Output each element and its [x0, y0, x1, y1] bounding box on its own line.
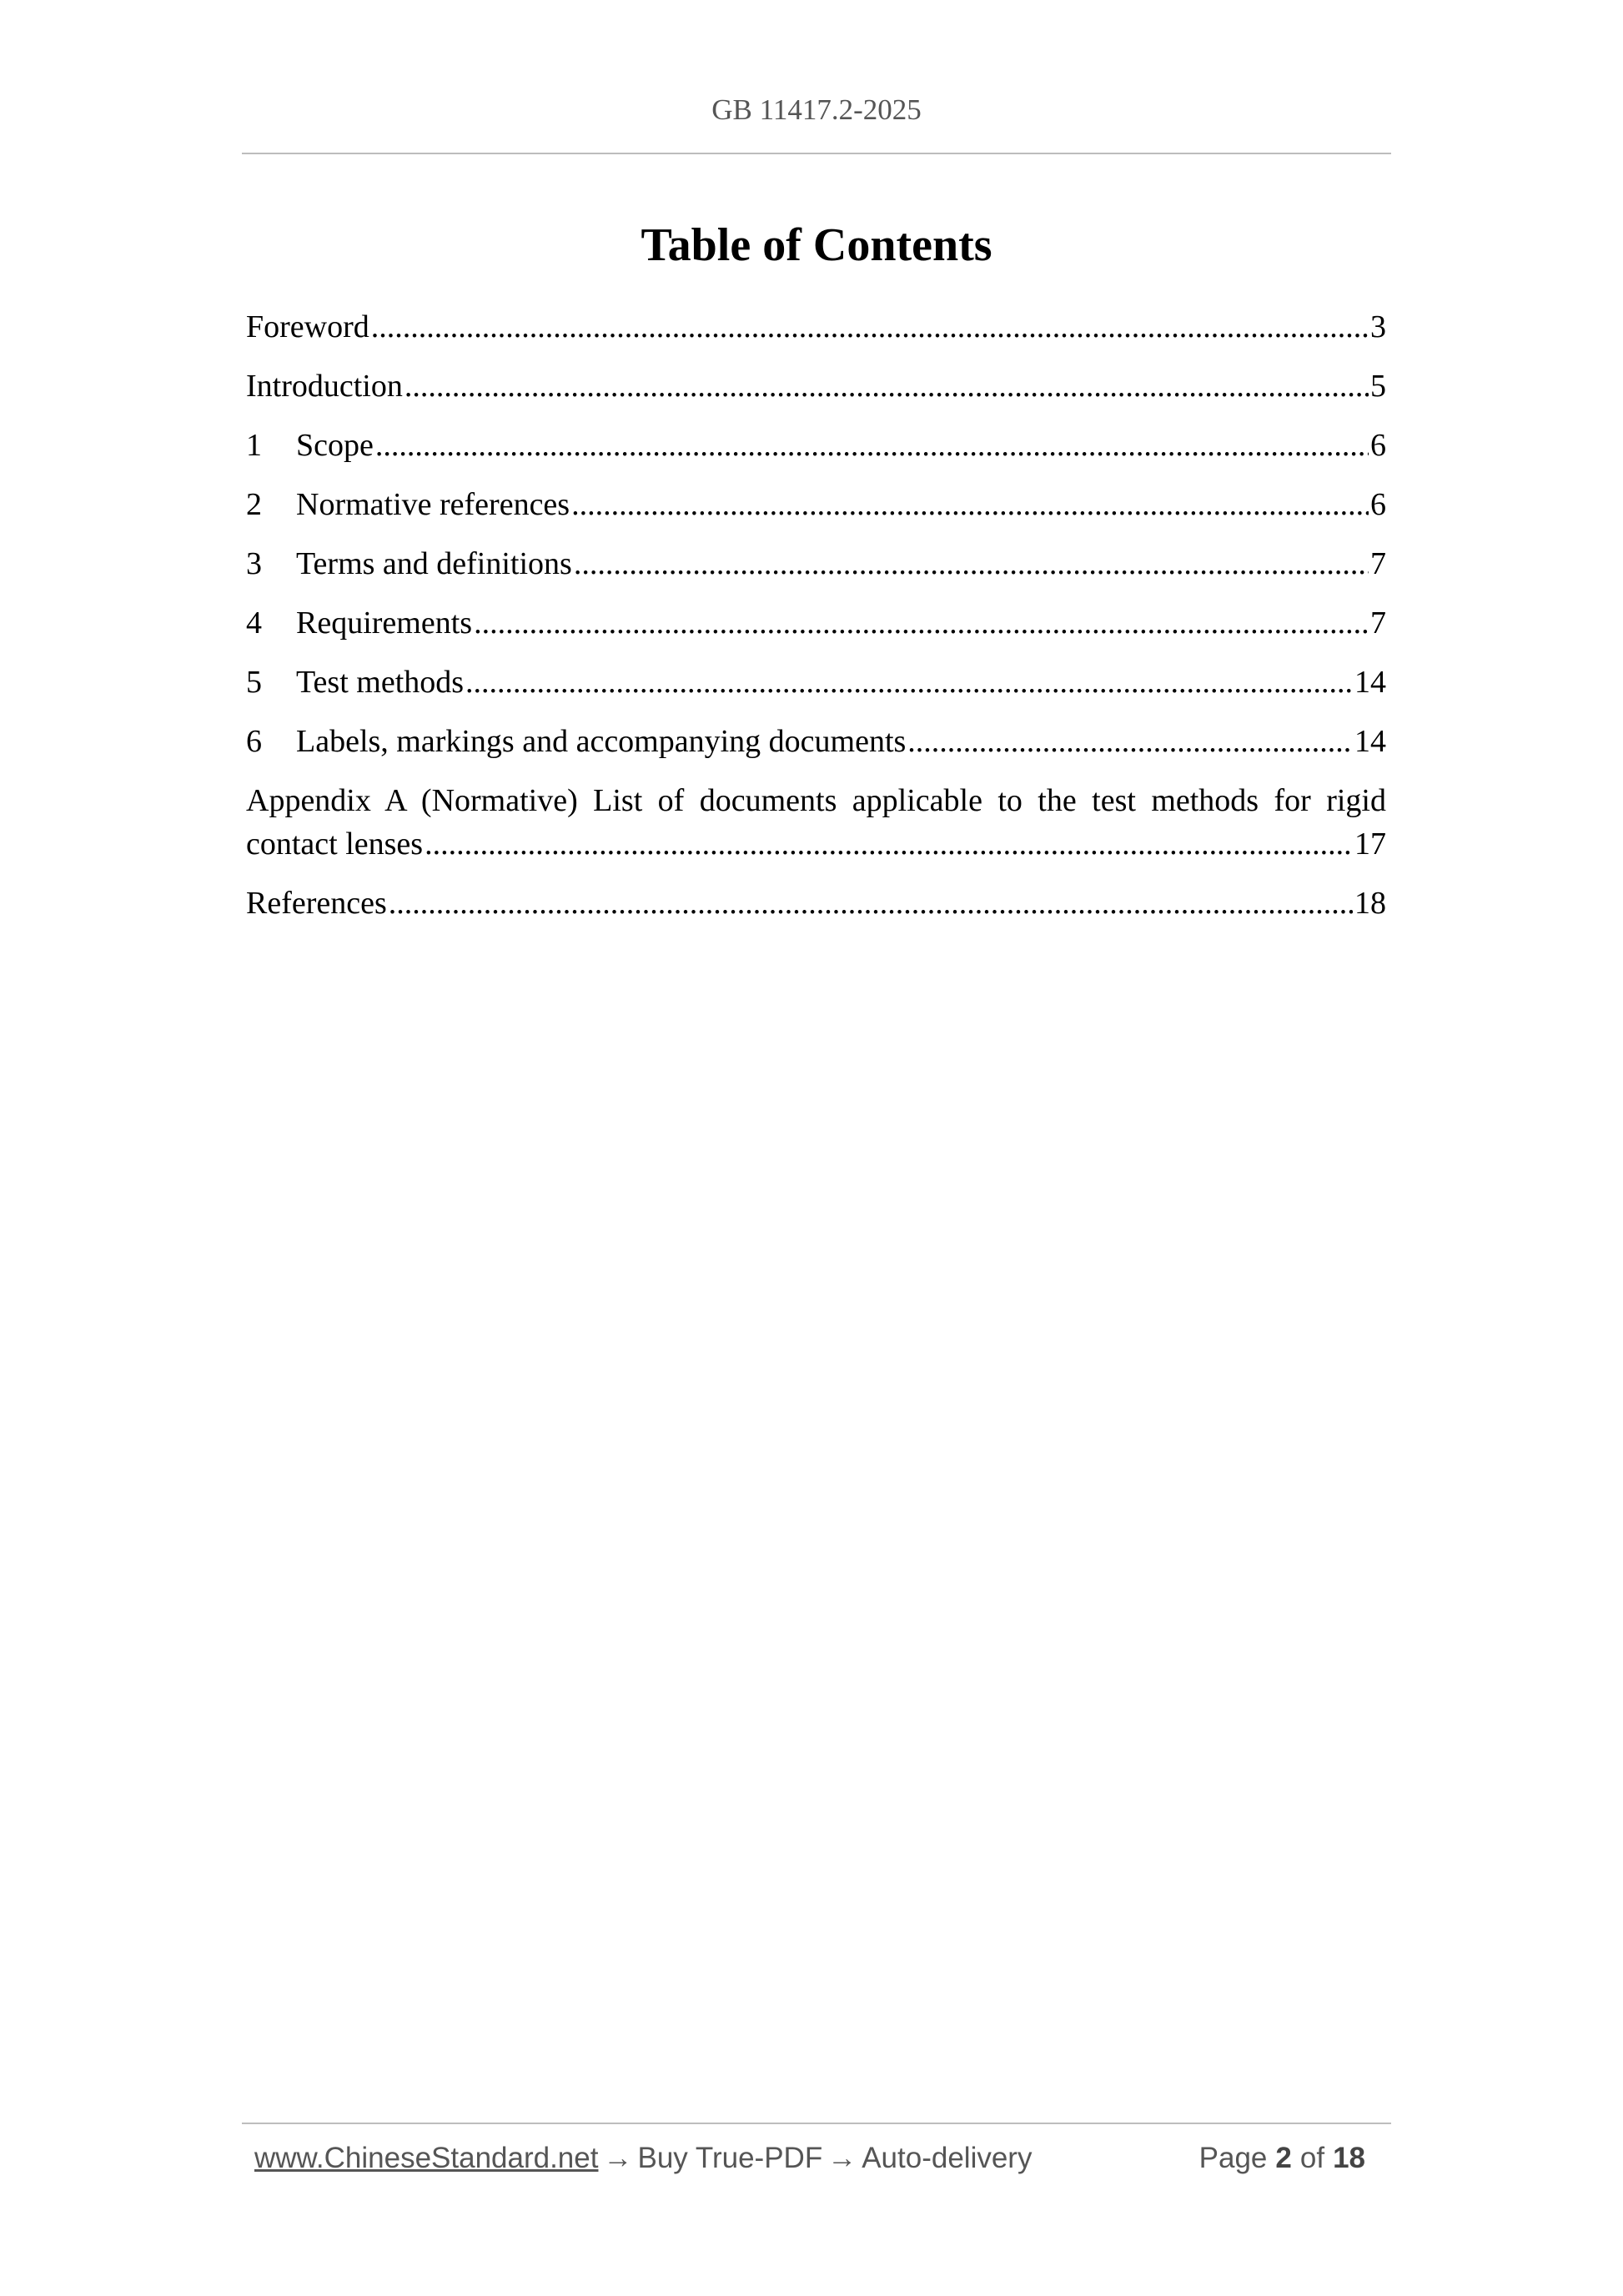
toc-entry-number: 6	[246, 724, 262, 759]
footer-rule	[242, 2123, 1391, 2124]
toc-entry-label: Test methods	[296, 665, 465, 700]
toc-entry-page: 14	[1354, 665, 1386, 700]
site-link[interactable]: www.ChineseStandard.net	[254, 2142, 599, 2174]
toc-entry-normative-references[interactable]	[246, 483, 1386, 526]
page-indicator	[1199, 2142, 1374, 2175]
toc-entry-number: 4	[246, 605, 262, 641]
toc-entry-page: 6	[1370, 428, 1386, 463]
toc-dot-leader	[574, 542, 1369, 585]
table-of-contents	[246, 305, 1386, 941]
toc-dot-leader	[425, 822, 1353, 866]
toc-dot-leader	[371, 305, 1369, 349]
toc-entry-requirements[interactable]	[246, 601, 1386, 645]
auto-delivery-text: Auto-delivery	[862, 2142, 1033, 2174]
header-rule	[242, 153, 1391, 154]
toc-dot-leader	[375, 424, 1369, 467]
toc-dot-leader	[571, 483, 1369, 526]
page-title: Table of Contents	[641, 219, 992, 271]
toc-entry-number: 1	[246, 428, 262, 463]
page-word: Page	[1198, 2142, 1268, 2174]
toc-entry-test-methods[interactable]	[246, 661, 1386, 704]
toc-dot-leader	[389, 882, 1353, 925]
toc-entry-label: Appendix A (Normative) List of documents applicable to the test methods for rigid	[246, 783, 1386, 818]
toc-entry-page: 3	[1370, 309, 1386, 344]
toc-entry-label: Foreword	[246, 309, 369, 344]
toc-entry-foreword[interactable]	[246, 305, 1386, 349]
footer-promo	[254, 2142, 1032, 2175]
toc-entry-page: 18	[1354, 886, 1386, 921]
toc-dot-leader	[465, 661, 1353, 704]
toc-entry-page: 5	[1370, 369, 1386, 404]
toc-entry-page: 7	[1370, 605, 1386, 641]
toc-entry-label-continued: contact lenses	[246, 826, 424, 862]
toc-entry-label: Introduction	[246, 369, 403, 404]
toc-entry-continuation	[246, 822, 1386, 866]
toc-entry-page: 6	[1370, 487, 1386, 522]
running-header: GB 11417.2-2025	[711, 93, 922, 126]
toc-entry-number: 2	[246, 487, 262, 522]
toc-entry-label: Terms and definitions	[296, 546, 572, 581]
arrow-right-icon: →	[603, 2142, 633, 2174]
toc-dot-leader	[474, 601, 1369, 645]
current-page-number: 2	[1275, 2142, 1292, 2174]
buy-true-pdf-text: Buy True-PDF	[637, 2142, 823, 2174]
of-word: of	[1299, 2142, 1325, 2174]
toc-dot-leader	[404, 364, 1369, 408]
toc-entry-terms-and-definitions[interactable]	[246, 542, 1386, 585]
toc-dot-leader	[907, 720, 1353, 763]
toc-entry-appendix-a[interactable]	[246, 779, 1386, 866]
toc-entry-label: References	[246, 886, 387, 921]
toc-entry-label: Normative references	[296, 487, 570, 522]
toc-entry-label: Scope	[296, 428, 374, 463]
toc-entry-page: 7	[1370, 546, 1386, 581]
toc-entry-label: Requirements	[296, 605, 473, 641]
page-footer	[254, 2142, 1374, 2175]
toc-entry-scope[interactable]	[246, 424, 1386, 467]
total-pages-number: 18	[1333, 2142, 1365, 2174]
toc-entry-number: 3	[246, 546, 262, 581]
toc-entry-page: 17	[1354, 826, 1386, 862]
toc-entry-references[interactable]	[246, 882, 1386, 925]
toc-entry-introduction[interactable]	[246, 364, 1386, 408]
arrow-right-icon: →	[827, 2142, 857, 2174]
toc-entry-label: Labels, markings and accompanying documents	[296, 724, 907, 759]
toc-entry-labels-markings[interactable]	[246, 720, 1386, 763]
toc-entry-page: 14	[1354, 724, 1386, 759]
toc-entry-number: 5	[246, 665, 262, 700]
